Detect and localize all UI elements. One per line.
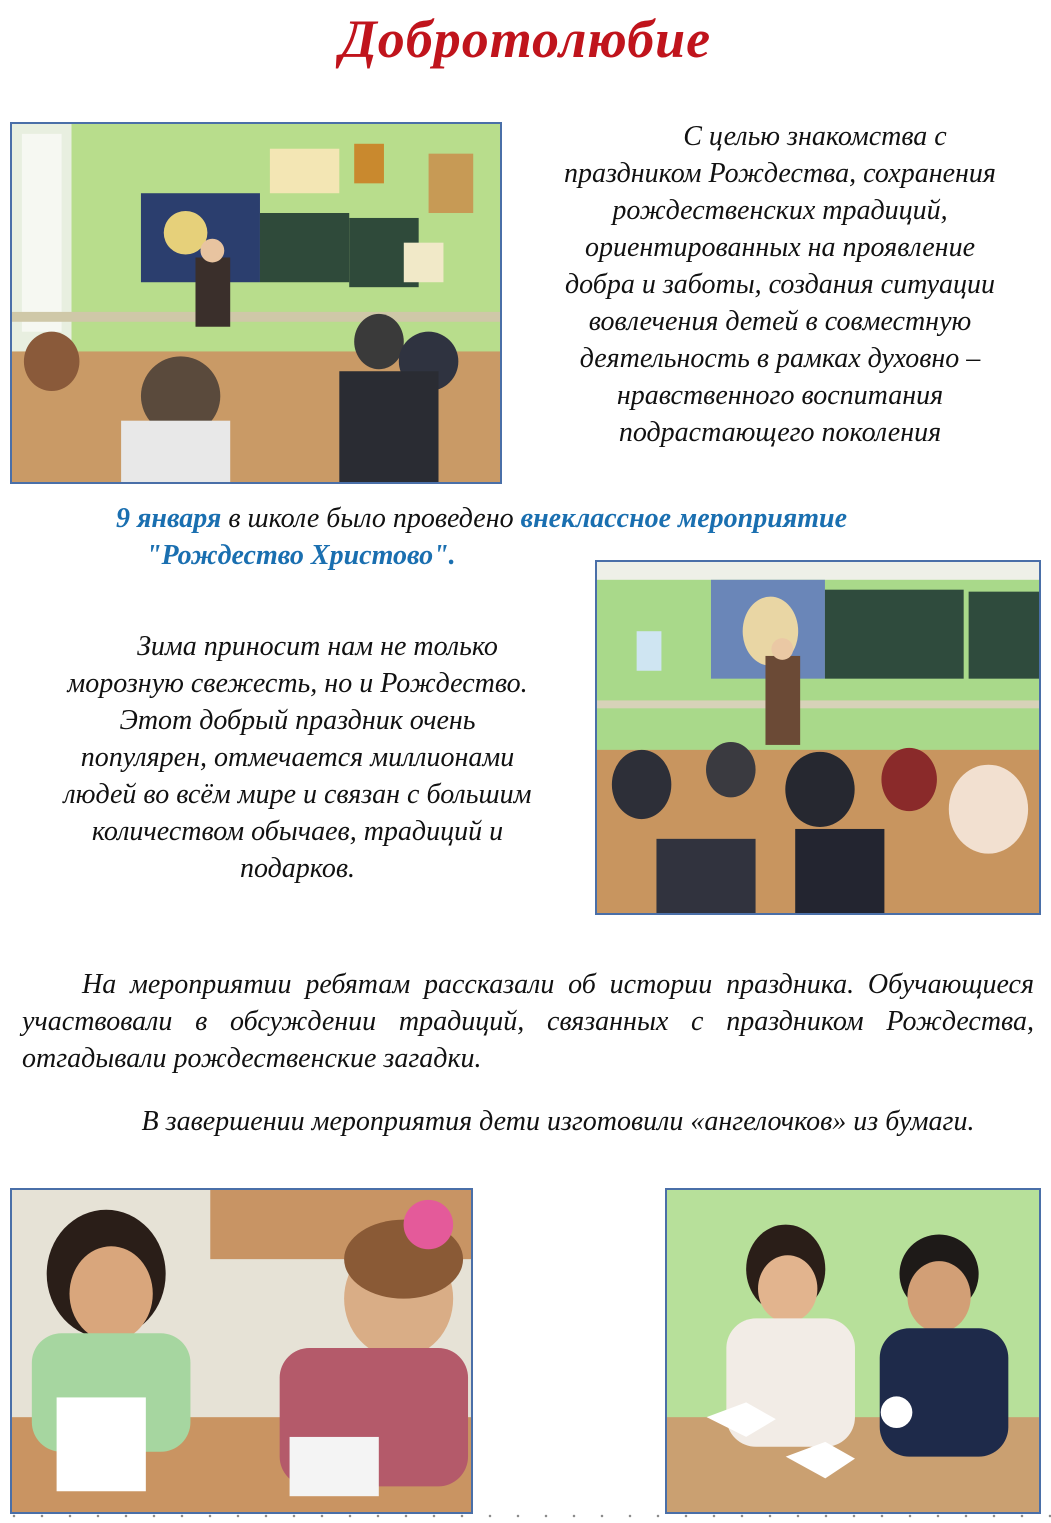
intro-line: ориентированных на проявление — [584, 232, 976, 263]
winter-paragraph — [10, 628, 585, 887]
event-date: 9 января — [116, 503, 222, 534]
page-title: Добротолюбие — [339, 9, 712, 69]
photo-girls-crafting — [10, 1188, 473, 1514]
intro-line: нравственного воспитания — [616, 380, 944, 411]
ending-paragraph — [22, 1103, 1034, 1140]
intro-line: рождественских традиций, — [612, 195, 948, 226]
photo-classroom-teacher — [10, 122, 502, 484]
event-name: "Рождество Христово". — [146, 540, 456, 571]
ending-text: В завершении мероприятия дети изготовили «ангелочков» из бумаги. — [141, 1106, 975, 1137]
history-paragraph — [22, 966, 1034, 1077]
winter-line: популярен, отмечается миллионами — [80, 742, 515, 773]
intro-line: добра и заботы, создания ситуации — [564, 269, 996, 300]
history-text: На мероприятии ребятам рассказали об истории праздника. Обучающиеся участвовали в обсуждении традиций, связанных с праздником Рождества, отгадывали рождественские загадки. — [22, 969, 1034, 1074]
intro-line: праздником Рождества, сохранения — [564, 158, 996, 189]
intro-paragraph — [515, 118, 1045, 451]
intro-line: С целью знакомства с — [683, 121, 947, 152]
intro-line: деятельность в рамках духовно – — [579, 343, 981, 374]
winter-line: количеством обычаев, традиций и — [91, 816, 504, 847]
winter-line: Этот добрый праздник очень — [119, 705, 476, 736]
intro-line: подрастающего поколения — [618, 417, 942, 448]
winter-line: подарков. — [240, 853, 355, 884]
intro-line: вовлечения детей в совместную — [588, 306, 972, 337]
event-type: внеклассное мероприятие — [520, 503, 847, 534]
photo-children-angels — [665, 1188, 1041, 1514]
photo-presentation — [595, 560, 1041, 915]
bottom-dotted-divider — [0, 1514, 1051, 1518]
event-text: в школе было проведено — [221, 503, 521, 534]
winter-line: морозную свежесть, но и Рождество. — [67, 668, 528, 699]
winter-line: людей во всём мире и связан с большим — [63, 779, 532, 810]
winter-line: Зима приносит нам не только — [137, 631, 498, 662]
